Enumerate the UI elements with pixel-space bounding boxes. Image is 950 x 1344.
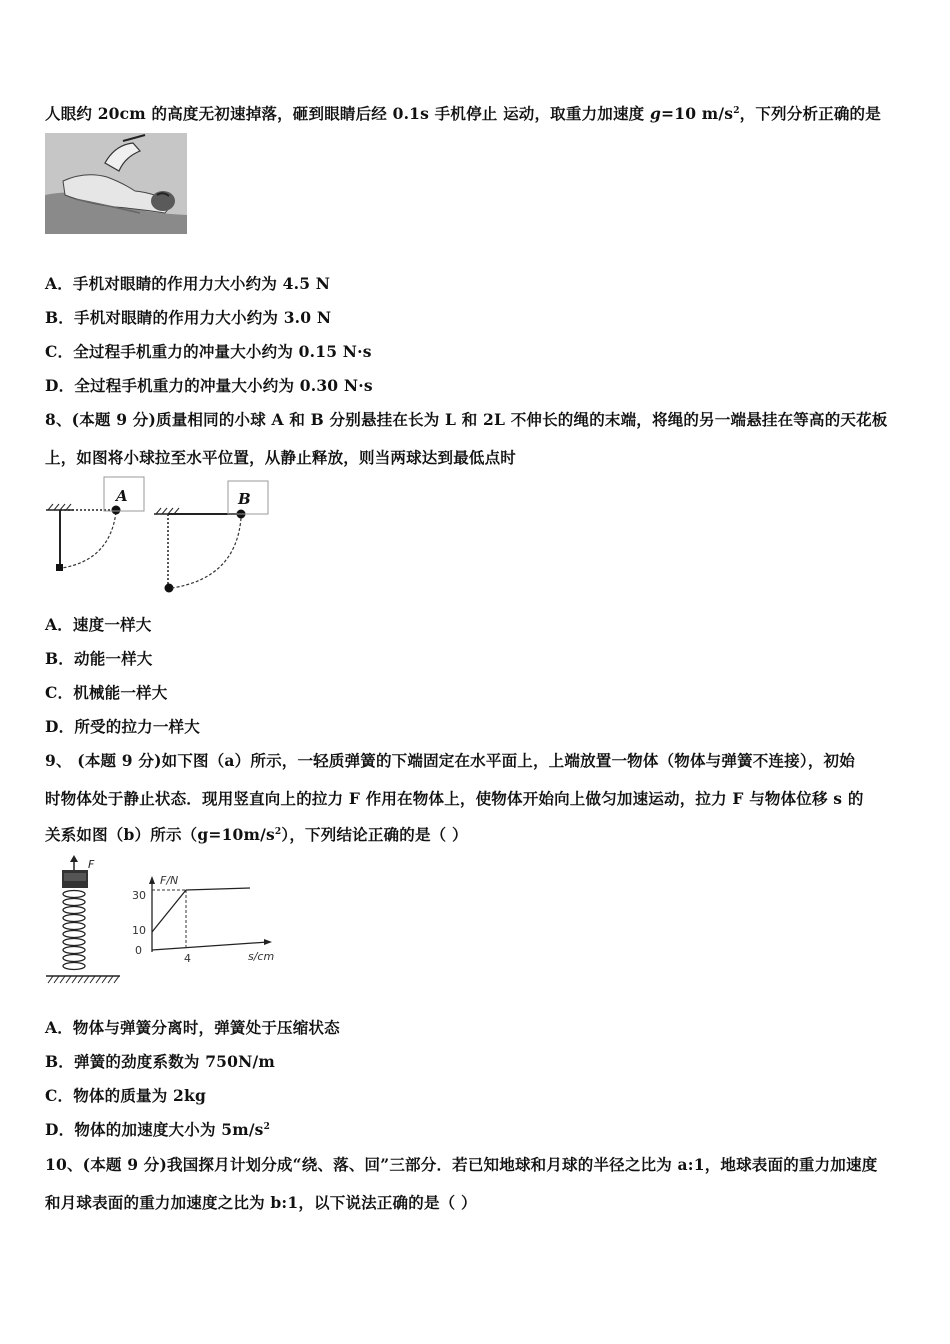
q8-line-2: 上，如图将小球拉至水平位置，从静止释放，则当两球达到最低点时 [45,448,517,467]
q8-option-a: A．速度一样大 [45,615,152,634]
q9-option-d-text: D．物体的加速度大小为 5m/s [45,1120,264,1139]
q7-option-b: B．手机对眼睛的作用力大小约为 3.0 N [45,308,332,327]
spring-force-figure [42,854,292,994]
x-axis-label: s/cm [248,950,275,963]
q7-intro-tail: ，下列分析正确的是 [739,104,881,123]
phone-photo [45,133,187,234]
y-tick-10: 10 [132,924,146,937]
q7-option-c: C．全过程手机重力的冲量大小约为 0.15 N·s [45,342,372,361]
q8-line-1: 8、(本题 9 分)质量相同的小球 A 和 B 分别悬挂在长为 L 和 2L 不伸长的绳的末端，将绳的另一端悬挂在等高的天花板 [45,410,888,429]
pendulum-diagram [40,474,280,598]
y-tick-0: 0 [135,944,142,957]
x-tick-4: 4 [184,952,191,965]
q8-option-b: B．动能一样大 [45,649,153,668]
q9-line-3-sup: 2 [274,826,282,837]
label-b: B [238,490,251,508]
q9-option-d [45,1118,270,1140]
q9-line-2: 时物体处于静止状态．现用竖直向上的拉力 F 作用在物体上，使物体开始向上做匀加速运动，拉力 F 与物体位移 s 的 [45,789,864,808]
q7-intro-unit: =10 m/s [661,104,734,123]
q9-option-d-sup: 2 [263,1121,271,1132]
q9-option-a: A．物体与弹簧分离时，弹簧处于压缩状态 [45,1018,340,1037]
q8-option-d: D．所受的拉力一样大 [45,717,200,736]
label-a: A [116,487,128,505]
q7-option-a: A．手机对眼睛的作用力大小约为 4.5 N [45,274,331,293]
q7-intro [45,102,881,124]
q10-line-2: 和月球表面的重力加速度之比为 b:1，以下说法正确的是（ ） [45,1193,477,1212]
q7-option-d: D．全过程手机重力的冲量大小约为 0.30 N·s [45,376,373,395]
q7-intro-text: 人眼约 20cm 的高度无初速掉落，砸到眼睛后经 0.1s 手机停止 运动，取重力加速度 [45,104,650,123]
q9-line-1: 9、 (本题 9 分)如下图（a）所示，一轻质弹簧的下端固定在水平面上，上端放置一物体（物体与弹簧不连接），初始 [45,751,855,770]
q9-line-3-tail: ），下列结论正确的是（ ） [281,825,468,844]
g-symbol: g [649,104,662,123]
y-tick-30: 30 [132,889,146,902]
y-axis-label: F/N [160,874,179,887]
q9-line-3-text: 关系如图（b）所示（g=10m/s [45,825,275,844]
q8-option-c: C．机械能一样大 [45,683,168,702]
pendulum-figure [40,474,280,598]
phone-photo-image [45,133,187,234]
spring-force-diagram [42,854,292,994]
q10-line-1: 10、(本题 9 分)我国探月计划分成“绕、落、回”三部分．若已知地球和月球的半径之比为 a:1，地球表面的重力加速度 [45,1155,878,1174]
q9-line-3 [45,823,468,845]
force-label: F [88,858,95,871]
q7-intro-sup: 2 [733,105,740,116]
q9-option-c: C．物体的质量为 2kg [45,1086,206,1105]
q9-option-b: B．弹簧的劲度系数为 750N/m [45,1052,275,1071]
